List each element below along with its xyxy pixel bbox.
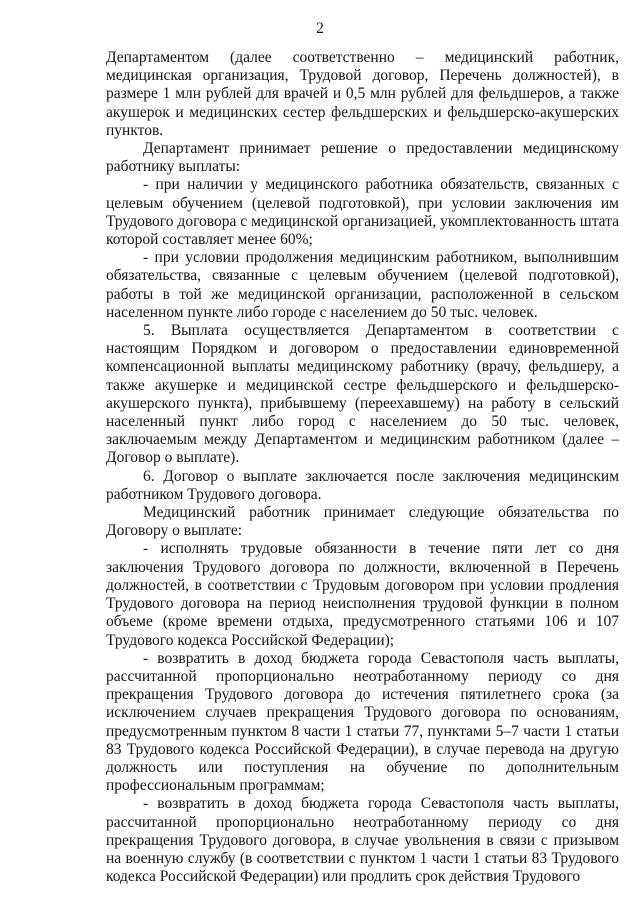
paragraph: - при условии продолжения медицинским работником, выполнившим обязательства, связанные с целевым обучением (целевой подготовкой), работы в той же медицинской организации, расположенной в сельском населенном пункте либо городе с населением до 50 тыс. человек. xyxy=(106,249,619,321)
page-number: 2 xyxy=(316,20,324,37)
paragraph: Департамент принимает решение о предоставлении медицинскому работнику выплаты: xyxy=(106,140,619,176)
paragraph: Медицинский работник принимает следующие обязательства по Договору о выплате: xyxy=(106,504,619,540)
paragraph: - исполнять трудовые обязанности в течение пяти лет со дня заключения Трудового договора по должности, включенной в Перечень должностей, в соответствии с Трудовым договором при условии продления Трудового договора на период неисполнения трудовой функции в полном объеме (кроме времени отдыха, предусмотренного статьями 106 и 107 Трудового кодекса Российской Федерации); xyxy=(106,540,619,649)
paragraph: - возвратить в доход бюджета города Севастополя часть выплаты, рассчитанной пропорционально неотработанному периоду со дня прекращения Трудового договора до истечения пятилетнего срока (за исключением случаев прекращения Трудового договора по основаниям, предусмотренным пунктом 8 части 1 статьи 77, пунктами 5–7 части 1 статьи 83 Трудового кодекса Российской Федерации), в случае перевода на другую должность или поступления на обучение по дополнительным профессиональным программам; xyxy=(106,649,619,795)
paragraph: - при наличии у медицинского работника обязательств, связанных с целевым обучением (целевой подготовкой), при условии заключения им Трудового договора с медицинской организацией, укомплектованность штата которой составляет менее 60%; xyxy=(106,176,619,249)
paragraph: Департаментом (далее соответственно – медицинский работник, медицинская организация, Трудовой договор, Перечень должностей), в размере 1 млн рублей для врачей и 0,5 млн рублей для фельдшеров, а также акушерок и медицинских сестер фельдшерских и фельдшерско-акушерских пунктов. xyxy=(106,49,619,139)
paragraph: 5. Выплата осуществляется Департаментом в соответствии с настоящим Порядком и договором о предоставлении единовременной компенсационной выплаты медицинскому работнику (врачу, фельдшеру, а также акушерке и медицинской сестре фельдшерского и фельдшерско-акушерского пункта), прибывшему (переехавшему) на работу в сельский населенный пункт либо город с населением до 50 тыс. человек, заключаемым между Департаментом и медицинским работником (далее – Договор о выплате). xyxy=(106,322,619,467)
paragraph: - возвратить в доход бюджета города Севастополя часть выплаты, рассчитанной пропорционально неотработанному периоду со дня прекращения Трудового договора, в случае увольнения в связи с призывом на военную службу (в соответствии с пунктом 1 части 1 статьи 83 Трудового кодекса Российской Федерации) или продлить срок действия Трудового xyxy=(106,795,619,886)
paragraph: 6. Договор о выплате заключается после заключения медицинским работником Трудового договора. xyxy=(106,467,619,503)
document-body xyxy=(106,49,619,886)
